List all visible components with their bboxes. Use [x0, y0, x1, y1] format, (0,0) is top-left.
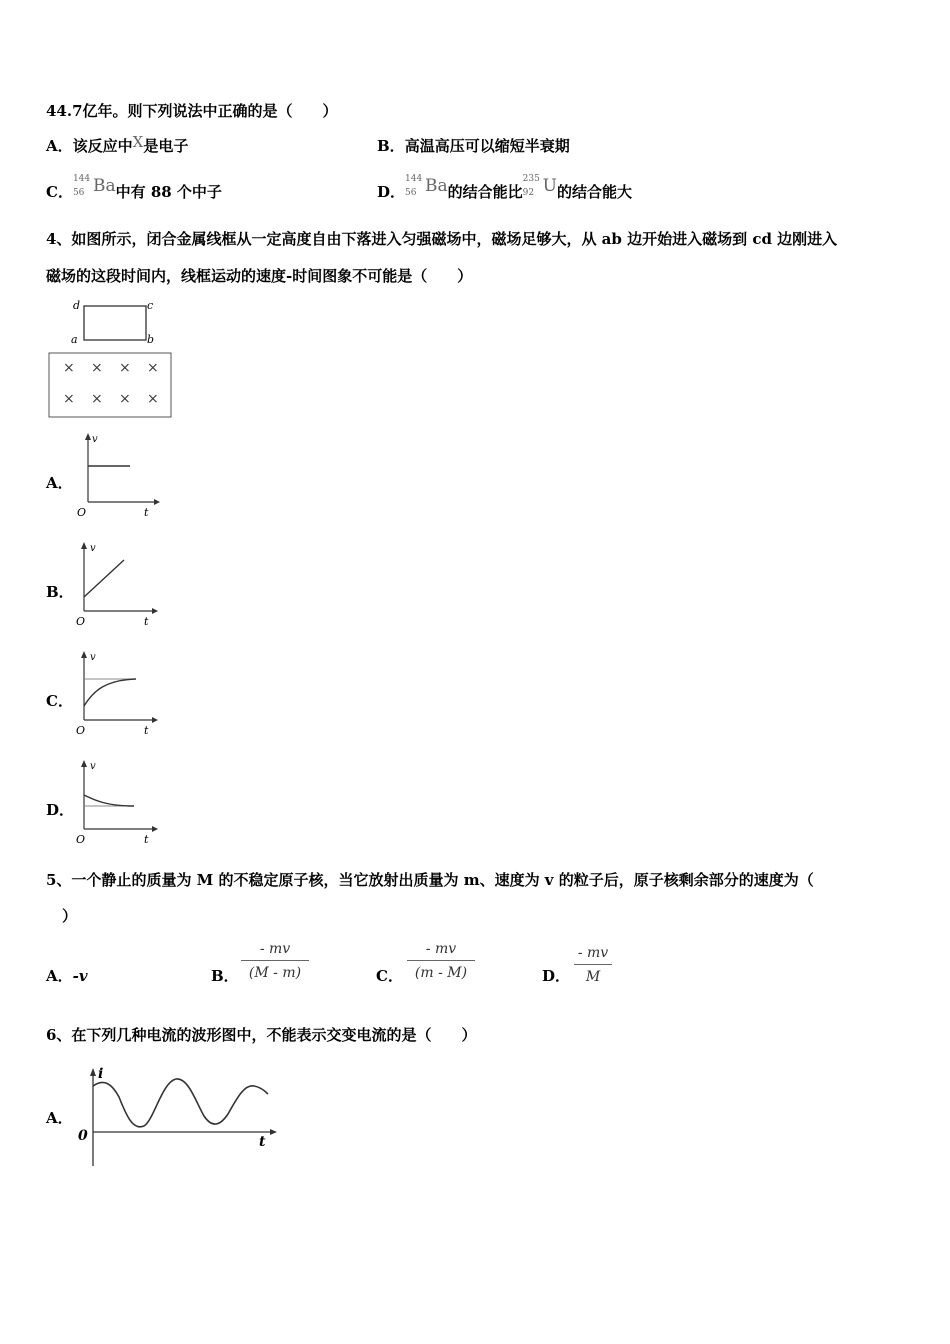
isotope-u	[522, 174, 557, 202]
field-cross-mark: ×	[119, 360, 131, 376]
q3-option-c-label: C．	[46, 183, 73, 201]
axis-origin: O	[76, 833, 86, 846]
field-cross-mark: ×	[63, 360, 75, 376]
axis-label-t: t	[259, 1134, 266, 1150]
axis-label-t: t	[144, 506, 149, 519]
q3-option-d[interactable]	[377, 174, 633, 202]
wire-frame	[84, 306, 146, 340]
axis-origin: O	[77, 506, 87, 519]
q3-option-a-post: 是电子	[143, 137, 189, 155]
q3-option-c-post: 中有 88 个中子	[115, 183, 222, 201]
isotope-z: 56	[72, 188, 85, 198]
isotope-ba	[405, 174, 448, 202]
field-cross-mark: ×	[63, 391, 75, 407]
q3-option-b-label: B．	[377, 137, 405, 155]
q5-option-d-fraction[interactable]	[574, 945, 612, 985]
axis-label-i: i	[98, 1066, 104, 1082]
q4-option-b-label[interactable]: B．	[46, 583, 74, 601]
q5-option-b-label[interactable]: B．	[211, 967, 239, 985]
axis-label-v: v	[90, 543, 96, 554]
q5-option-d-label[interactable]: D．	[542, 967, 571, 985]
fraction-denominator: (M - m)	[248, 965, 302, 981]
axis-label-t: t	[144, 615, 149, 628]
axis-label-v: v	[92, 434, 98, 445]
q3-option-a-pre: 该反应中	[72, 137, 133, 155]
q5-option-b-fraction[interactable]	[241, 941, 309, 981]
q6-option-a-label[interactable]: A．	[46, 1109, 73, 1127]
isotope-mass: 235	[522, 174, 540, 184]
frame-label-c: c	[147, 299, 154, 312]
isotope-ba	[72, 174, 116, 202]
fraction-numerator: - mv	[259, 941, 291, 957]
q3-option-c[interactable]	[46, 174, 222, 202]
q4-option-d-label[interactable]: D．	[46, 801, 75, 819]
axis-label-v: v	[90, 761, 96, 772]
frame-label-a: a	[71, 333, 78, 346]
frame-label-d: d	[73, 299, 81, 312]
q5-stem-line1: 5、一个静止的质量为 M 的不稳定原子核，当它放射出质量为 m、速度为 v 的粒子后，原子核剩余部分的速度为（	[46, 871, 814, 889]
q3-option-d-mid: 的结合能比	[447, 183, 523, 201]
curve-decay	[84, 795, 134, 806]
fraction-numerator: - mv	[577, 945, 609, 961]
q4-option-c-graph[interactable]	[74, 648, 164, 740]
fraction-denominator: M	[585, 969, 601, 985]
isotope-z: 56	[405, 188, 417, 198]
axis-label-v: v	[90, 652, 96, 663]
fraction-numerator: - mv	[425, 941, 457, 957]
q3-stem-tail: 44.7亿年。则下列说法中正确的是（ ）	[46, 102, 338, 120]
q4-option-c-label[interactable]: C．	[46, 692, 73, 710]
axis-origin: O	[76, 615, 86, 628]
field-cross-mark: ×	[91, 391, 103, 407]
q6-stem: 6、在下列几种电流的波形图中，不能表示交变电流的是（ ）	[46, 1026, 477, 1044]
q5-option-a-label: A．	[46, 967, 73, 985]
q4-frame-field-diagram	[46, 296, 176, 422]
q4-stem-line2: 磁场的这段时间内，线框运动的速度-时间图象不可能是（ ）	[46, 267, 473, 285]
q3-option-a-symbol: X	[132, 133, 144, 151]
curve-rise	[84, 679, 136, 706]
curve-linear	[84, 560, 124, 597]
field-cross-mark: ×	[119, 391, 131, 407]
q6-option-a-graph[interactable]	[74, 1062, 280, 1170]
q5-option-c-fraction[interactable]	[407, 941, 475, 981]
field-cross-mark: ×	[147, 360, 159, 376]
q4-option-a-graph[interactable]	[74, 430, 164, 522]
frame-label-b: b	[147, 333, 155, 346]
q4-option-a-label[interactable]: A．	[46, 474, 73, 492]
q4-option-b-graph[interactable]	[74, 539, 164, 631]
isotope-symbol: Ba	[425, 176, 448, 196]
q4-stem-line1: 4、如图所示，闭合金属线框从一定高度自由下落进入匀强磁场中，磁场足够大，从 ab 边开始进入磁场到 cd 边刚进入	[46, 230, 838, 248]
isotope-z: 92	[522, 188, 535, 198]
fraction-denominator: (m - M)	[414, 965, 468, 981]
current-waveform	[93, 1079, 268, 1127]
axis-label-t: t	[144, 833, 149, 846]
q3-option-b-text: 高温高压可以缩短半衰期	[404, 137, 570, 155]
q5-option-c-label[interactable]: C．	[376, 967, 403, 985]
field-cross-mark: ×	[91, 360, 103, 376]
q3-option-a-label: A．	[46, 137, 73, 155]
isotope-symbol: U	[542, 176, 557, 196]
axis-origin: 0	[78, 1128, 88, 1144]
isotope-mass: 144	[72, 174, 91, 184]
isotope-symbol: Ba	[92, 176, 116, 196]
q4-option-d-graph[interactable]	[74, 757, 164, 849]
isotope-mass: 144	[405, 174, 423, 184]
axis-origin: O	[76, 724, 86, 737]
q5-option-a[interactable]	[46, 966, 88, 986]
q3-option-d-post: 的结合能大	[557, 183, 633, 201]
q3-option-a[interactable]	[46, 133, 189, 156]
field-cross-mark: ×	[147, 391, 159, 407]
axis-label-t: t	[144, 724, 149, 737]
q3-option-d-label: D．	[377, 183, 406, 201]
q5-option-a-text: -v	[72, 967, 88, 985]
q5-stem-line2: ）	[62, 907, 78, 925]
q3-option-b[interactable]	[377, 136, 570, 156]
